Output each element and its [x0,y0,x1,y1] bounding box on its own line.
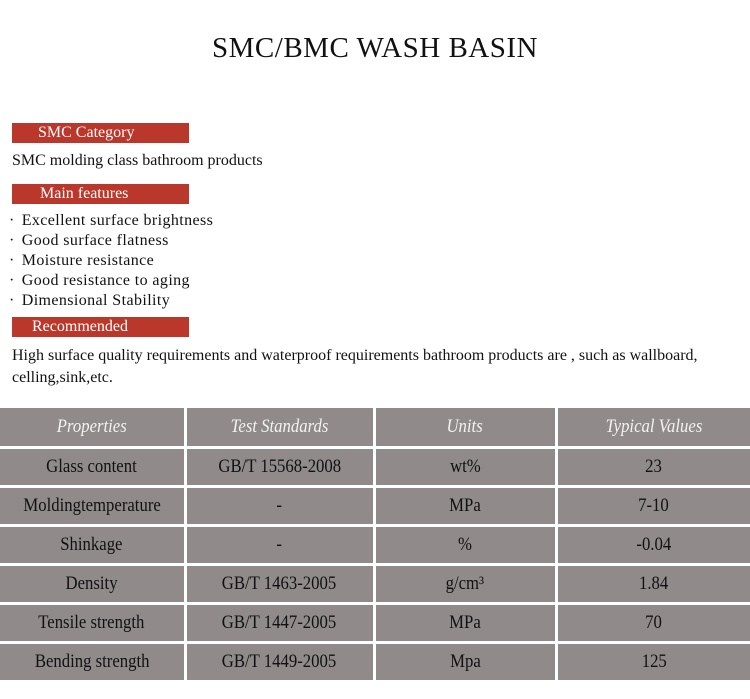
cell-text: - [276,534,283,555]
table-row [0,448,750,487]
features-list [9,211,213,311]
table-cell [374,487,556,526]
bullet-icon: · [9,212,15,229]
cell-text: 23 [645,456,663,477]
section-label-features: Main features [12,184,189,204]
table-row [0,604,750,643]
column-header [0,407,185,448]
table-cell [185,565,374,604]
cell-text: GB/T 15568-2008 [218,456,341,477]
table-cell [556,604,750,643]
table-cell [185,448,374,487]
table-cell [556,487,750,526]
section-label-category: SMC Category [12,123,189,143]
cell-text: GB/T 1447-2005 [222,612,337,633]
cell-text: 125 [641,651,667,672]
cell-text: GB/T 1449-2005 [222,651,337,672]
column-header [556,407,750,448]
cell-text: Moldingtemperature [23,495,161,516]
table-cell [0,526,185,565]
bullet-icon: · [9,272,15,289]
feature-item [9,291,213,311]
feature-text: Moisture resistance [21,252,155,269]
page-title: SMC/BMC WASH BASIN [212,32,538,64]
cell-text: Tensile strength [38,612,145,633]
feature-item [9,211,213,231]
table-cell [374,604,556,643]
cell-text: -0.04 [636,534,672,555]
cell-text: Glass content [46,456,138,477]
cell-text: Bending strength [34,651,150,672]
table-cell [0,487,185,526]
table-row [0,643,750,682]
cell-text: MPa [449,495,481,516]
table-header-row [0,407,750,448]
table-cell [185,643,374,682]
table-cell [0,604,185,643]
column-header-text: Typical Values [605,416,703,437]
table-cell [0,565,185,604]
cell-text: 70 [645,612,663,633]
table-cell [0,643,185,682]
column-header-text: Test Standards [230,416,329,437]
table-cell [374,643,556,682]
column-header [374,407,556,448]
cell-text: - [276,495,283,516]
cell-text: 7-10 [638,495,670,516]
properties-table [0,405,750,683]
table-cell [185,526,374,565]
table-cell [185,487,374,526]
feature-item [9,271,213,291]
cell-text: Shinkage [60,534,123,555]
feature-text: Good surface flatness [21,232,169,249]
table-cell [556,565,750,604]
feature-text: Dimensional Stability [21,292,171,309]
section-label-recommended: Recommended [12,317,189,337]
table-cell [185,604,374,643]
column-header-text: Units [446,416,484,437]
table-cell [556,526,750,565]
table-cell [374,526,556,565]
cell-text: wt% [449,456,481,477]
bullet-icon: · [9,232,15,249]
table-cell [0,448,185,487]
cell-text: MPa [449,612,481,633]
feature-text: Good resistance to aging [21,272,190,289]
recommended-text: High surface quality requirements and waterproof requirements bathroom products are , such as wallboard, celling,sink,etc. [12,347,698,386]
feature-item [9,231,213,251]
column-header-text: Properties [56,416,127,437]
table-cell [374,448,556,487]
cell-text: 1.84 [639,573,669,594]
table-cell [556,448,750,487]
cell-text: Mpa [449,651,481,672]
table-row [0,487,750,526]
category-text: SMC molding class bathroom products [12,152,263,169]
cell-text: g/cm³ [445,573,485,594]
cell-text: GB/T 1463-2005 [222,573,337,594]
table-row [0,565,750,604]
column-header [185,407,374,448]
table-row [0,526,750,565]
bullet-icon: · [9,292,15,309]
table-cell [556,643,750,682]
feature-item [9,251,213,271]
table-cell [374,565,556,604]
cell-text: % [458,534,472,555]
cell-text: Density [65,573,118,594]
bullet-icon: · [9,252,15,269]
feature-text: Excellent surface brightness [21,212,214,229]
